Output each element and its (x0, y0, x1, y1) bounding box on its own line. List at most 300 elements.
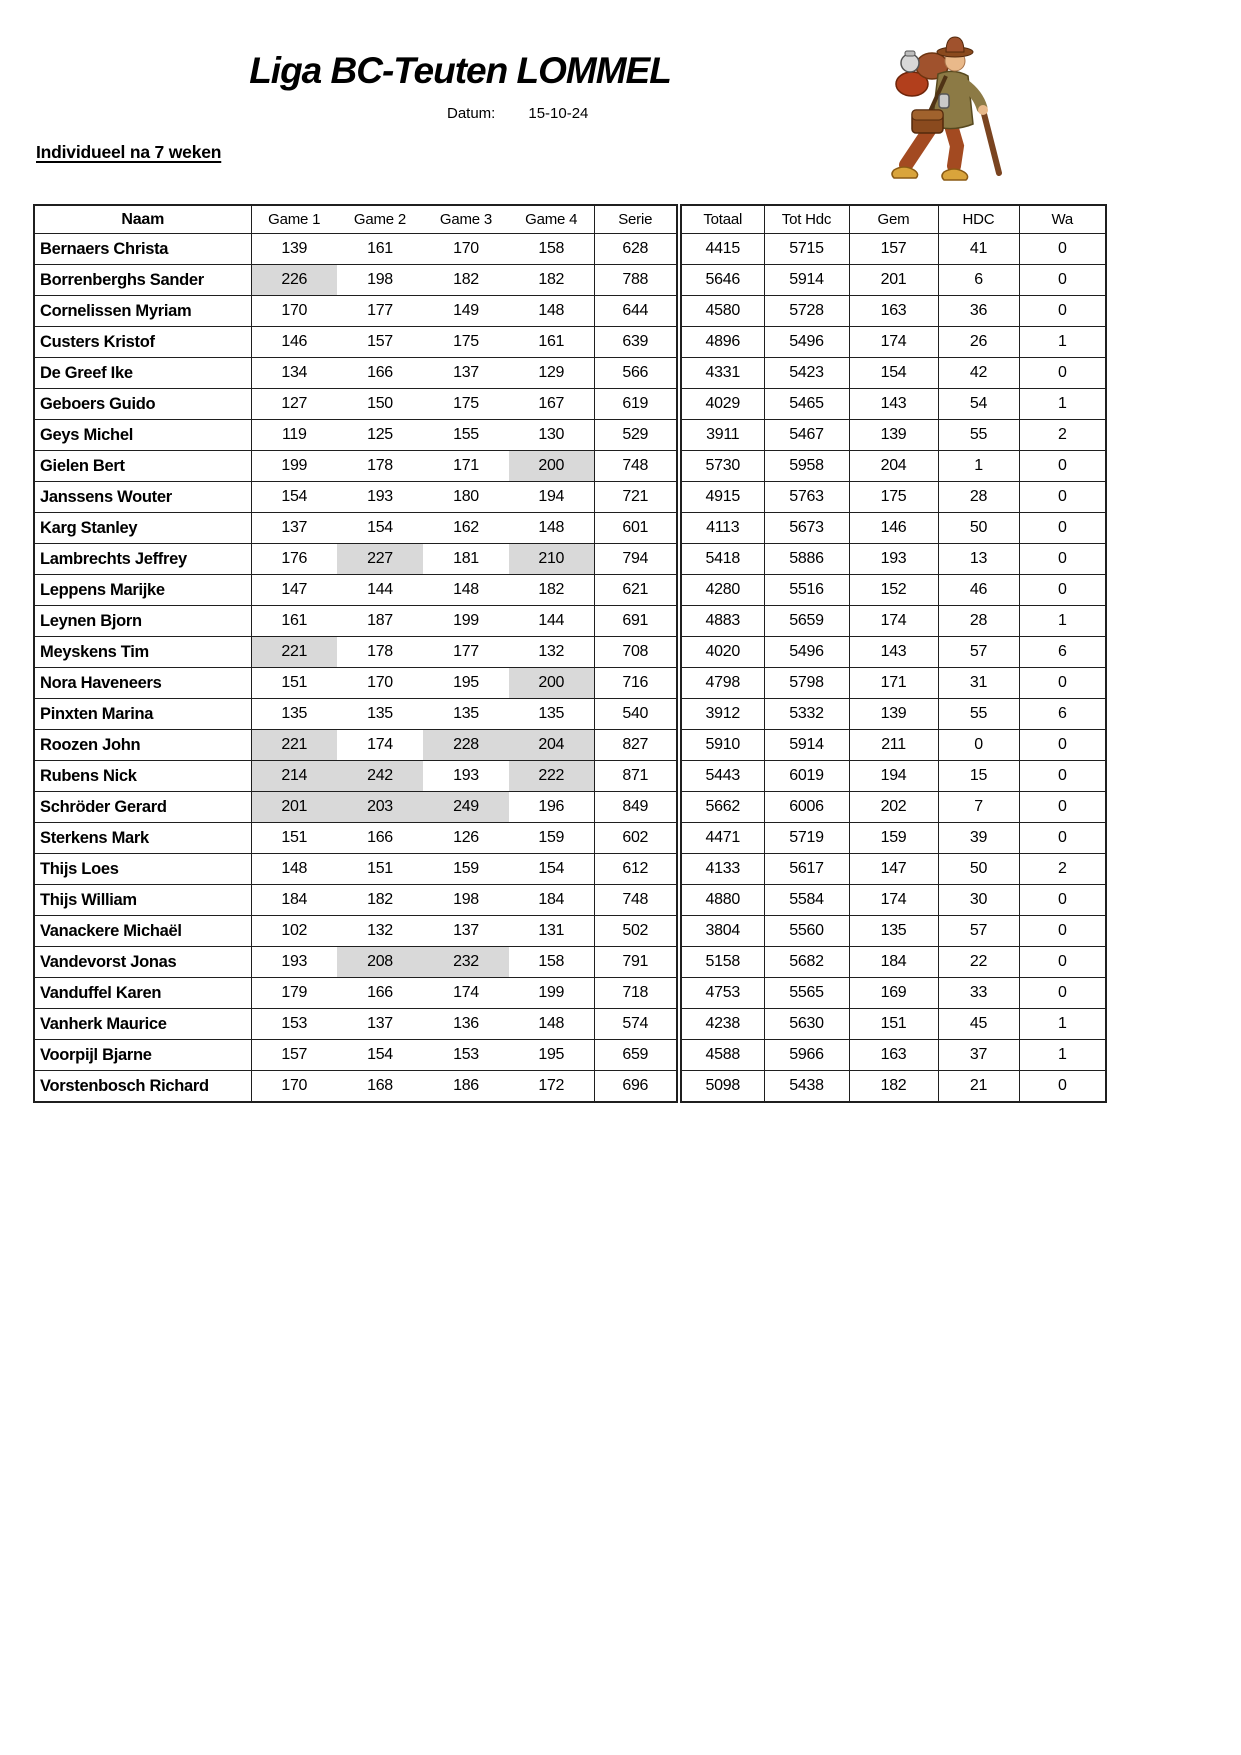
cell-serie: 574 (594, 1009, 679, 1040)
cell-tot-hdc: 5719 (764, 823, 849, 854)
cell-game4: 144 (509, 606, 594, 637)
column-header-game-4: Game 4 (509, 205, 594, 234)
cell-serie: 721 (594, 482, 679, 513)
lantern-icon (939, 94, 949, 108)
cell-naam: Bernaers Christa (34, 234, 251, 265)
cell-game3: 232 (423, 947, 509, 978)
cell-totaal: 4133 (679, 854, 764, 885)
cell-tot-hdc: 5682 (764, 947, 849, 978)
cell-hdc: 13 (938, 544, 1019, 575)
cell-wa: 0 (1019, 1071, 1106, 1103)
cell-wa: 0 (1019, 885, 1106, 916)
cell-game1: 184 (251, 885, 337, 916)
cell-serie: 696 (594, 1071, 679, 1103)
cell-naam: Janssens Wouter (34, 482, 251, 513)
cell-wa: 0 (1019, 575, 1106, 606)
cell-serie: 748 (594, 451, 679, 482)
cell-gem: 139 (849, 699, 938, 730)
cell-game4: 184 (509, 885, 594, 916)
cell-naam: Geboers Guido (34, 389, 251, 420)
cell-hdc: 26 (938, 327, 1019, 358)
cell-gem: 169 (849, 978, 938, 1009)
cell-hdc: 33 (938, 978, 1019, 1009)
cell-tot-hdc: 5423 (764, 358, 849, 389)
cell-game1: 135 (251, 699, 337, 730)
cell-totaal: 4238 (679, 1009, 764, 1040)
cell-totaal: 4331 (679, 358, 764, 389)
cell-gem: 202 (849, 792, 938, 823)
column-header-hdc: HDC (938, 205, 1019, 234)
cell-tot-hdc: 5630 (764, 1009, 849, 1040)
cell-game4: 130 (509, 420, 594, 451)
cell-gem: 193 (849, 544, 938, 575)
clog-right (942, 169, 968, 180)
hand (978, 105, 988, 115)
cell-serie: 540 (594, 699, 679, 730)
column-header-serie: Serie (594, 205, 679, 234)
cell-gem: 174 (849, 885, 938, 916)
table-row (34, 978, 1106, 1009)
cell-game4: 182 (509, 265, 594, 296)
cell-serie: 716 (594, 668, 679, 699)
cell-tot-hdc: 5467 (764, 420, 849, 451)
cell-gem: 182 (849, 1071, 938, 1103)
cell-wa: 1 (1019, 389, 1106, 420)
cell-game2: 242 (337, 761, 423, 792)
cell-game3: 136 (423, 1009, 509, 1040)
cell-totaal: 4880 (679, 885, 764, 916)
cell-game4: 210 (509, 544, 594, 575)
cell-tot-hdc: 5560 (764, 916, 849, 947)
cell-naam: De Greef Ike (34, 358, 251, 389)
cell-naam: Schröder Gerard (34, 792, 251, 823)
table-row (34, 358, 1106, 389)
cell-game2: 182 (337, 885, 423, 916)
cell-gem: 139 (849, 420, 938, 451)
cell-game3: 199 (423, 606, 509, 637)
cell-game2: 203 (337, 792, 423, 823)
cell-game1: 201 (251, 792, 337, 823)
cell-game2: 154 (337, 1040, 423, 1071)
cell-game3: 159 (423, 854, 509, 885)
cell-game1: 157 (251, 1040, 337, 1071)
cell-totaal: 4280 (679, 575, 764, 606)
cell-totaal: 4883 (679, 606, 764, 637)
cell-totaal: 4113 (679, 513, 764, 544)
table-row (34, 1040, 1106, 1071)
cell-naam: Vanherk Maurice (34, 1009, 251, 1040)
cell-serie: 601 (594, 513, 679, 544)
cell-wa: 1 (1019, 1009, 1106, 1040)
table-row (34, 482, 1106, 513)
cell-game2: 168 (337, 1071, 423, 1103)
cell-hdc: 15 (938, 761, 1019, 792)
cell-totaal: 4415 (679, 234, 764, 265)
cell-totaal: 5158 (679, 947, 764, 978)
cell-wa: 0 (1019, 978, 1106, 1009)
cell-gem: 146 (849, 513, 938, 544)
table-row (34, 699, 1106, 730)
cell-game1: 226 (251, 265, 337, 296)
cell-naam: Thijs Loes (34, 854, 251, 885)
table-row (34, 1071, 1106, 1103)
table-row (34, 451, 1106, 482)
cell-serie: 619 (594, 389, 679, 420)
cell-game1: 161 (251, 606, 337, 637)
cell-tot-hdc: 5715 (764, 234, 849, 265)
cell-tot-hdc: 5886 (764, 544, 849, 575)
cell-naam: Meyskens Tim (34, 637, 251, 668)
cell-game4: 200 (509, 668, 594, 699)
table-row (34, 575, 1106, 606)
cell-gem: 154 (849, 358, 938, 389)
cell-game3: 153 (423, 1040, 509, 1071)
table-row (34, 854, 1106, 885)
cell-gem: 171 (849, 668, 938, 699)
cell-game2: 208 (337, 947, 423, 978)
cell-serie: 708 (594, 637, 679, 668)
column-header-game-3: Game 3 (423, 205, 509, 234)
table-row (34, 296, 1106, 327)
cell-serie: 659 (594, 1040, 679, 1071)
cell-game1: 176 (251, 544, 337, 575)
cell-game3: 162 (423, 513, 509, 544)
cell-game1: 214 (251, 761, 337, 792)
table-row (34, 823, 1106, 854)
table-header-row (34, 205, 1106, 234)
date-value: 15-10-24 (528, 105, 589, 122)
cell-hdc: 41 (938, 234, 1019, 265)
column-header-tot-hdc: Tot Hdc (764, 205, 849, 234)
cell-tot-hdc: 5798 (764, 668, 849, 699)
cell-game2: 135 (337, 699, 423, 730)
cell-wa: 0 (1019, 947, 1106, 978)
cell-tot-hdc: 5673 (764, 513, 849, 544)
cell-totaal: 3804 (679, 916, 764, 947)
table-row (34, 327, 1106, 358)
cell-game1: 221 (251, 730, 337, 761)
cell-hdc: 1 (938, 451, 1019, 482)
cell-game3: 126 (423, 823, 509, 854)
cell-gem: 184 (849, 947, 938, 978)
cell-game3: 149 (423, 296, 509, 327)
cell-game1: 134 (251, 358, 337, 389)
cell-serie: 502 (594, 916, 679, 947)
cell-tot-hdc: 5958 (764, 451, 849, 482)
cell-wa: 0 (1019, 761, 1106, 792)
cell-wa: 0 (1019, 513, 1106, 544)
cell-wa: 2 (1019, 420, 1106, 451)
cell-game3: 177 (423, 637, 509, 668)
cell-game1: 199 (251, 451, 337, 482)
cell-wa: 1 (1019, 1040, 1106, 1071)
cell-serie: 621 (594, 575, 679, 606)
cell-gem: 143 (849, 389, 938, 420)
cell-tot-hdc: 5584 (764, 885, 849, 916)
cell-game4: 196 (509, 792, 594, 823)
cell-game2: 177 (337, 296, 423, 327)
table-row (34, 389, 1106, 420)
cell-naam: Pinxten Marina (34, 699, 251, 730)
cell-naam: Cornelissen Myriam (34, 296, 251, 327)
cell-wa: 0 (1019, 296, 1106, 327)
cell-hdc: 45 (938, 1009, 1019, 1040)
column-header-gem: Gem (849, 205, 938, 234)
cell-game3: 175 (423, 327, 509, 358)
cell-serie: 871 (594, 761, 679, 792)
cell-totaal: 3912 (679, 699, 764, 730)
cell-serie: 748 (594, 885, 679, 916)
cell-tot-hdc: 6006 (764, 792, 849, 823)
kettle-lid (905, 51, 915, 56)
cell-game4: 159 (509, 823, 594, 854)
cell-serie: 612 (594, 854, 679, 885)
cell-gem: 151 (849, 1009, 938, 1040)
cell-wa: 6 (1019, 637, 1106, 668)
cell-totaal: 4588 (679, 1040, 764, 1071)
cell-game1: 193 (251, 947, 337, 978)
teut-peddler-logo-illustration (876, 24, 1024, 182)
cell-wa: 0 (1019, 451, 1106, 482)
cell-hdc: 55 (938, 420, 1019, 451)
cell-game4: 148 (509, 513, 594, 544)
cell-totaal: 4029 (679, 389, 764, 420)
cell-game4: 158 (509, 234, 594, 265)
cell-totaal: 5418 (679, 544, 764, 575)
cell-wa: 0 (1019, 823, 1106, 854)
cell-totaal: 5646 (679, 265, 764, 296)
cell-naam: Karg Stanley (34, 513, 251, 544)
cell-gem: 204 (849, 451, 938, 482)
cell-naam: Roozen John (34, 730, 251, 761)
cell-game3: 198 (423, 885, 509, 916)
table-row (34, 947, 1106, 978)
cell-hdc: 39 (938, 823, 1019, 854)
cell-gem: 135 (849, 916, 938, 947)
cell-hdc: 7 (938, 792, 1019, 823)
cell-game4: 172 (509, 1071, 594, 1103)
cell-naam: Vanackere Michaël (34, 916, 251, 947)
cell-game3: 135 (423, 699, 509, 730)
cell-game1: 139 (251, 234, 337, 265)
cell-game1: 170 (251, 1071, 337, 1103)
cell-game4: 131 (509, 916, 594, 947)
cell-hdc: 21 (938, 1071, 1019, 1103)
cell-game3: 182 (423, 265, 509, 296)
cell-gem: 201 (849, 265, 938, 296)
cell-wa: 6 (1019, 699, 1106, 730)
cell-wa: 0 (1019, 916, 1106, 947)
cell-game1: 153 (251, 1009, 337, 1040)
cell-totaal: 4753 (679, 978, 764, 1009)
cell-gem: 174 (849, 606, 938, 637)
cell-gem: 194 (849, 761, 938, 792)
cell-hdc: 22 (938, 947, 1019, 978)
cell-naam: Nora Haveneers (34, 668, 251, 699)
cell-game3: 186 (423, 1071, 509, 1103)
cell-hdc: 46 (938, 575, 1019, 606)
cell-game1: 221 (251, 637, 337, 668)
cell-naam: Thijs William (34, 885, 251, 916)
cell-game2: 178 (337, 451, 423, 482)
kettle-icon (901, 54, 919, 72)
cell-serie: 644 (594, 296, 679, 327)
cell-game3: 148 (423, 575, 509, 606)
cell-gem: 174 (849, 327, 938, 358)
cell-game2: 144 (337, 575, 423, 606)
table-row (34, 916, 1106, 947)
cell-game2: 125 (337, 420, 423, 451)
cell-tot-hdc: 6019 (764, 761, 849, 792)
cell-game3: 137 (423, 358, 509, 389)
cell-game2: 187 (337, 606, 423, 637)
cell-naam: Vanduffel Karen (34, 978, 251, 1009)
cell-game4: 194 (509, 482, 594, 513)
cell-wa: 0 (1019, 730, 1106, 761)
table-row (34, 730, 1106, 761)
cell-gem: 152 (849, 575, 938, 606)
cell-hdc: 37 (938, 1040, 1019, 1071)
table-row (34, 1009, 1106, 1040)
cell-tot-hdc: 5617 (764, 854, 849, 885)
cell-game3: 195 (423, 668, 509, 699)
cell-hdc: 42 (938, 358, 1019, 389)
cell-game4: 167 (509, 389, 594, 420)
hat-crown (946, 37, 964, 52)
cell-game4: 154 (509, 854, 594, 885)
cell-wa: 0 (1019, 265, 1106, 296)
cell-hdc: 55 (938, 699, 1019, 730)
cell-game2: 170 (337, 668, 423, 699)
cell-gem: 147 (849, 854, 938, 885)
cell-gem: 159 (849, 823, 938, 854)
cell-totaal: 4896 (679, 327, 764, 358)
cell-game1: 179 (251, 978, 337, 1009)
cell-naam: Leppens Marijke (34, 575, 251, 606)
cell-game2: 166 (337, 358, 423, 389)
cell-serie: 849 (594, 792, 679, 823)
cell-naam: Custers Kristof (34, 327, 251, 358)
cell-game3: 170 (423, 234, 509, 265)
cell-hdc: 6 (938, 265, 1019, 296)
cell-serie: 794 (594, 544, 679, 575)
cell-hdc: 0 (938, 730, 1019, 761)
cell-gem: 157 (849, 234, 938, 265)
cell-game2: 178 (337, 637, 423, 668)
cell-naam: Vandevorst Jonas (34, 947, 251, 978)
cell-hdc: 54 (938, 389, 1019, 420)
cell-game1: 127 (251, 389, 337, 420)
cell-totaal: 4471 (679, 823, 764, 854)
cell-wa: 0 (1019, 234, 1106, 265)
satchel-flap (912, 110, 943, 120)
cell-serie: 691 (594, 606, 679, 637)
cell-tot-hdc: 5332 (764, 699, 849, 730)
cell-tot-hdc: 5763 (764, 482, 849, 513)
cell-tot-hdc: 5496 (764, 327, 849, 358)
cell-game1: 137 (251, 513, 337, 544)
cell-game4: 129 (509, 358, 594, 389)
cell-game4: 161 (509, 327, 594, 358)
cell-gem: 163 (849, 296, 938, 327)
cell-game1: 148 (251, 854, 337, 885)
cell-serie: 788 (594, 265, 679, 296)
cell-gem: 163 (849, 1040, 938, 1071)
cell-game1: 102 (251, 916, 337, 947)
cell-hdc: 31 (938, 668, 1019, 699)
cell-game4: 182 (509, 575, 594, 606)
cell-game3: 174 (423, 978, 509, 1009)
cell-totaal: 5910 (679, 730, 764, 761)
cell-tot-hdc: 5565 (764, 978, 849, 1009)
table-row (34, 420, 1106, 451)
table-row (34, 761, 1106, 792)
cell-game3: 193 (423, 761, 509, 792)
cell-game4: 132 (509, 637, 594, 668)
cell-hdc: 57 (938, 916, 1019, 947)
cell-totaal: 4915 (679, 482, 764, 513)
cell-game2: 166 (337, 823, 423, 854)
cell-serie: 827 (594, 730, 679, 761)
cell-totaal: 5730 (679, 451, 764, 482)
cell-naam: Gielen Bert (34, 451, 251, 482)
cell-naam: Geys Michel (34, 420, 251, 451)
cell-naam: Leynen Bjorn (34, 606, 251, 637)
cell-totaal: 4798 (679, 668, 764, 699)
cell-game3: 249 (423, 792, 509, 823)
cell-game3: 181 (423, 544, 509, 575)
column-header-game-2: Game 2 (337, 205, 423, 234)
cell-game2: 132 (337, 916, 423, 947)
cell-hdc: 50 (938, 513, 1019, 544)
cell-totaal: 5662 (679, 792, 764, 823)
cell-hdc: 28 (938, 606, 1019, 637)
cell-game1: 151 (251, 668, 337, 699)
cell-hdc: 50 (938, 854, 1019, 885)
cell-hdc: 36 (938, 296, 1019, 327)
column-header-wa: Wa (1019, 205, 1106, 234)
table-row (34, 265, 1106, 296)
cell-tot-hdc: 5496 (764, 637, 849, 668)
cell-totaal: 5443 (679, 761, 764, 792)
cell-tot-hdc: 5659 (764, 606, 849, 637)
cell-tot-hdc: 5914 (764, 265, 849, 296)
cell-game2: 150 (337, 389, 423, 420)
column-header-naam: Naam (34, 205, 251, 234)
cell-game4: 158 (509, 947, 594, 978)
cell-tot-hdc: 5966 (764, 1040, 849, 1071)
cell-game4: 222 (509, 761, 594, 792)
cell-game2: 137 (337, 1009, 423, 1040)
cell-naam: Sterkens Mark (34, 823, 251, 854)
cell-game2: 166 (337, 978, 423, 1009)
cell-serie: 529 (594, 420, 679, 451)
cell-game4: 199 (509, 978, 594, 1009)
standings-table (33, 204, 1107, 1103)
cell-game3: 175 (423, 389, 509, 420)
cell-game2: 198 (337, 265, 423, 296)
cell-game1: 170 (251, 296, 337, 327)
table-row (34, 234, 1106, 265)
table-row (34, 885, 1106, 916)
cell-serie: 791 (594, 947, 679, 978)
cell-naam: Rubens Nick (34, 761, 251, 792)
cell-naam: Voorpijl Bjarne (34, 1040, 251, 1071)
cell-game4: 135 (509, 699, 594, 730)
cell-tot-hdc: 5914 (764, 730, 849, 761)
cell-serie: 628 (594, 234, 679, 265)
cell-tot-hdc: 5728 (764, 296, 849, 327)
